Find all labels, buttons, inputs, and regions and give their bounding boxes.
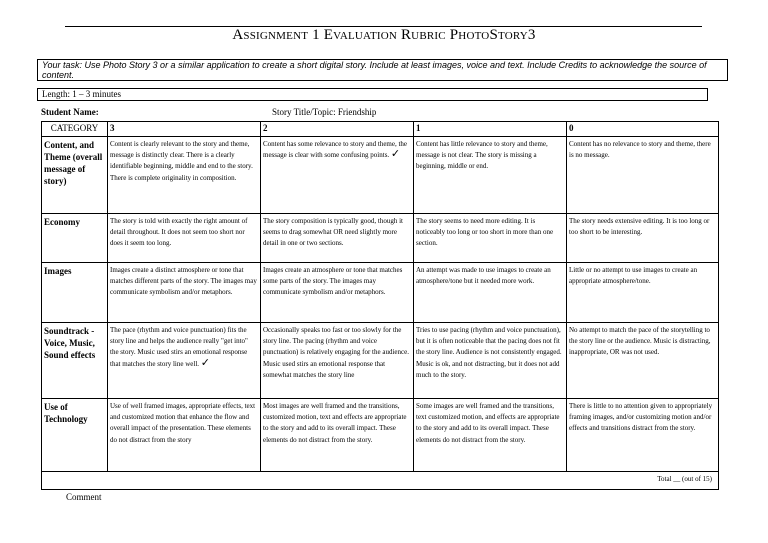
rubric-cell: Most images are well framed and the transitions, customized motion, text and effects are appropriate to the story and add to its overall impact. These elements do not distract from the story. [261, 399, 414, 472]
task-box: Your task: Use Photo Story 3 or a similar application to create a short digital story. Include at least images, voice and text. Include Credits to acknowledge the source of content. [37, 59, 728, 81]
rubric-cell-text: Content has some relevance to story and theme, the message is clear with some confusing points. [263, 140, 408, 160]
header-level-3: 3 [108, 122, 261, 137]
category-label: Content, and Theme (overall message of story) [42, 137, 108, 214]
category-label: Economy [42, 214, 108, 263]
rubric-cell: Content has little relevance to story and theme, message is not clear. The story is missing a beginning, middle or end. [414, 137, 567, 214]
rubric-cell: Use of well framed images, appropriate effects, text and customized motion that enhance the flow and overall impact of the presentation. These elements do not distract from the story [108, 399, 261, 472]
length-box: Length: 1 – 3 minutes [37, 88, 708, 101]
comment-label: Comment [66, 492, 102, 502]
rubric-row-soundtrack [42, 323, 719, 399]
rubric-cell: There is little to no attention given to appropriately framing images, and/or customizing motion and/or effects and transitions distract from the story. [567, 399, 719, 472]
checkmark-icon: ✓ [200, 356, 210, 369]
rubric-total-row [42, 472, 719, 490]
page-title: Assignment 1 Evaluation Rubric PhotoStory3 [232, 27, 536, 43]
rubric-cell-text: The pace (rhythm and voice punctuation) fits the story line and helps the audience really "get into" the story. Music used stirs an emotional response that matches the story line well. [110, 326, 248, 368]
rubric-row-technology [42, 399, 719, 472]
rubric-cell: The story is told with exactly the right amount of detail throughout. It does not seem too short nor does it seem too long. [108, 214, 261, 263]
rubric-row-images [42, 263, 719, 323]
rubric-cell: Tries to use pacing (rhythm and voice punctuation), but it is often noticeable that the pacing does not fit the story line. Audience is not consistently engaged. Music is ok, and not distracting, but it does not add much to the story. [414, 323, 567, 399]
header-level-0: 0 [567, 122, 719, 137]
rubric-cell: Little or no attempt to use images to create an appropriate atmosphere/tone. [567, 263, 719, 323]
rubric-cell: The story composition is typically good, though it seems to drag somewhat OR need slightly more detail in one or two sections. [261, 214, 414, 263]
student-name-label: Student Name: [41, 107, 99, 117]
rubric-cell: Content is clearly relevant to the story and theme, message is distinctly clear. There is a clearly identifiable beginning, middle and end to the story. There is complete originality in composition. [108, 137, 261, 214]
category-label: Soundtrack - Voice, Music, Sound effects [42, 323, 108, 399]
rubric-cell: Images create an atmosphere or tone that matches some parts of the story. The images may communicate symbolism and/or metaphors. [261, 263, 414, 323]
rubric-table [41, 121, 719, 490]
rubric-cell: Images create a distinct atmosphere or tone that matches different parts of the story. The images may communicate symbolism and/or metaphors. [108, 263, 261, 323]
rubric-cell: Occasionally speaks too fast or too slowly for the story line. The pacing (rhythm and voice punctuation) is relatively engaging for the audience. Music used stirs an emotional response that somewhat matches the story line [261, 323, 414, 399]
rubric-row-content [42, 137, 719, 214]
rubric-header-row [42, 122, 719, 137]
category-label: Use of Technology [42, 399, 108, 472]
rubric-row-economy [42, 214, 719, 263]
rubric-cell [108, 323, 261, 399]
total-score: Total __ (out of 15) [42, 472, 719, 490]
checkmark-icon: ✓ [390, 148, 401, 161]
rubric-cell: Content has no relevance to story and theme, there is no message. [567, 137, 719, 214]
rubric-cell: The story seems to need more editing. It is noticeably too long or too short in more than one section. [414, 214, 567, 263]
rubric-cell: No attempt to match the pace of the storytelling to the story line or the audience. Music is distracting, inappropriate, OR was not used. [567, 323, 719, 399]
story-title: Story Title/Topic: Friendship [272, 107, 377, 117]
rubric-cell: The story needs extensive editing. It is too long or too short to be interesting. [567, 214, 719, 263]
header-level-2: 2 [261, 122, 414, 137]
category-label: Images [42, 263, 108, 323]
rubric-cell [261, 137, 414, 214]
rubric-cell: An attempt was made to use images to create an atmosphere/tone but it needed more work. [414, 263, 567, 323]
header-level-1: 1 [414, 122, 567, 137]
header-category: CATEGORY [42, 122, 108, 137]
rubric-cell: Some images are well framed and the transitions, text customized motion, and effects are appropriate to the story and add to its overall impact. These elements do not distract from the story. [414, 399, 567, 472]
